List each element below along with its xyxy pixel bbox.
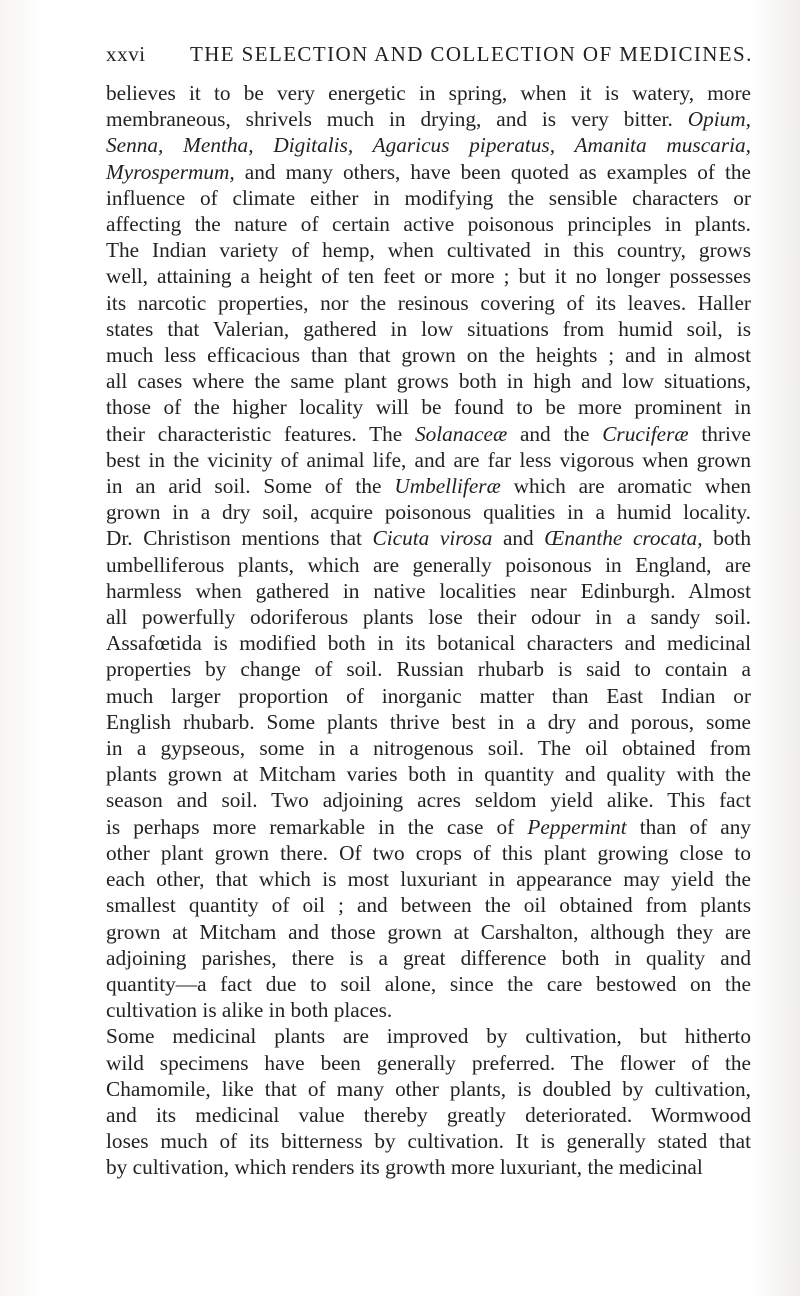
text-run: smallest quantity of oil ; and between the oil obtained from plants (106, 893, 751, 918)
text-line (106, 106, 751, 132)
text-line (106, 1102, 751, 1128)
text-run: each other, that which is most luxuriant in appearance may yield the (106, 867, 751, 892)
text-line (106, 997, 751, 1023)
text-run: thrive (688, 421, 751, 446)
text-run: umbelliferous plants, which are generally poisonous in England, are (106, 552, 751, 577)
text-run: and (492, 526, 545, 551)
text-line (106, 211, 751, 237)
text-run: is perhaps more remarkable in the case of (106, 814, 528, 839)
text-line (106, 1154, 751, 1180)
text-run: its narcotic properties, nor the resinous covering of its leaves. Haller (106, 290, 751, 315)
text-run: influence of climate either in modifying the sensible characters or (106, 185, 751, 210)
text-run: Assafœtida is modified both in its botanical characters and medicinal (106, 631, 751, 656)
text-run: well, attaining a height of ten feet or more ; but it no longer possesses (106, 264, 751, 289)
text-run: cultivation is alike in both places. (106, 998, 393, 1023)
text-line (106, 132, 751, 158)
text-line (106, 263, 751, 289)
text-line (106, 630, 751, 656)
text-run: other plant grown there. Of two crops of this plant growing close to (106, 840, 751, 865)
text-line (106, 342, 751, 368)
text-run: those of the higher locality will be found to be more prominent in (106, 395, 751, 420)
text-run: in a gypseous, some in a nitrogenous soil. The oil obtained from (106, 736, 751, 761)
text-run: all cases where the same plant grows both in high and low situations, (106, 369, 751, 394)
text-run: states that Valerian, gathered in low situations from humid soil, is (106, 316, 751, 341)
text-line (106, 761, 751, 787)
italic-text: Umbelliferæ (394, 474, 501, 499)
page-header (106, 42, 753, 76)
text-run: and its medicinal value thereby greatly deteriorated. Wormwood (106, 1102, 751, 1127)
text-run: in an arid soil. Some of the (106, 474, 395, 499)
text-line (106, 421, 751, 447)
text-line (106, 159, 751, 185)
text-line (106, 840, 751, 866)
text-run: and many others, have been quoted as examples of the (234, 159, 751, 184)
italic-text: Senna, Mentha, Digitalis, Agaricus piperatus, Amanita muscaria, (106, 133, 751, 158)
text-line (106, 316, 751, 342)
text-line (106, 552, 751, 578)
text-run: which are aromatic when (500, 474, 751, 499)
text-run: membraneous, shrivels much in drying, and is very bitter. (106, 107, 688, 132)
italic-text: Cruciferæ (602, 421, 689, 446)
text-run: all powerfully odoriferous plants lose their odour in a sandy soil. (106, 605, 751, 630)
text-line (106, 473, 751, 499)
text-line (106, 290, 751, 316)
text-line (106, 604, 751, 630)
text-line (106, 787, 751, 813)
text-line (106, 656, 751, 682)
text-line (106, 368, 751, 394)
text-run: best in the vicinity of animal life, and are far less vigorous when grown (106, 447, 751, 472)
text-run: grown at Mitcham and those grown at Carshalton, although they are (106, 919, 751, 944)
text-line (106, 971, 751, 997)
body-text (106, 80, 751, 1181)
text-line (106, 1076, 751, 1102)
text-line (106, 185, 751, 211)
text-line (106, 499, 751, 525)
text-run: The Indian variety of hemp, when cultivated in this country, grows (106, 238, 751, 263)
text-run: than of any (626, 814, 752, 839)
text-run: grown in a dry soil, acquire poisonous qualities in a humid locality. (106, 500, 751, 525)
italic-text: Myrospermum, (106, 159, 235, 184)
running-head: THE SELECTION AND COLLECTION OF MEDICINES. (190, 42, 753, 66)
text-run: quantity—a fact due to soil alone, since the care bestowed on the (106, 971, 751, 996)
text-line (106, 814, 751, 840)
text-run: properties by change of soil. Russian rhubarb is said to contain a (106, 657, 751, 682)
text-run: wild specimens have been generally preferred. The flower of the (106, 1050, 751, 1075)
text-run: harmless when gathered in native localities near Edinburgh. Almost (106, 578, 751, 603)
text-run: plants grown at Mitcham varies both in quantity and quality with the (106, 762, 751, 787)
text-line (106, 919, 751, 945)
text-line (106, 892, 751, 918)
text-run: believes it to be very energetic in spring, when it is watery, more (106, 81, 751, 105)
text-line (106, 394, 751, 420)
text-run: both (702, 526, 751, 551)
text-line (106, 578, 751, 604)
text-run: English rhubarb. Some plants thrive best in a dry and porous, some (106, 709, 751, 734)
text-line (106, 237, 751, 263)
text-line (106, 1050, 751, 1076)
text-line (106, 709, 751, 735)
text-line (106, 447, 751, 473)
text-run: affecting the nature of certain active poisonous principles in plants. (106, 212, 751, 237)
text-run: their characteristic features. The (106, 421, 415, 446)
text-run: loses much of its bitterness by cultivation. It is generally stated that (106, 1129, 751, 1154)
text-run: adjoining parishes, there is a great difference both in quality and (106, 945, 751, 970)
text-run: Some medicinal plants are improved by cultivation, but hitherto (106, 1024, 751, 1049)
text-line (106, 945, 751, 971)
text-run: by cultivation, which renders its growth more luxuriant, the medicinal (106, 1155, 703, 1180)
italic-text: Opium, (687, 107, 751, 132)
text-line (106, 683, 751, 709)
italic-text: Cicuta virosa (372, 526, 493, 551)
text-run: Chamomile, like that of many other plants, is doubled by cultivation, (106, 1076, 751, 1101)
italic-text: Solanaceæ (414, 421, 508, 446)
text-line (106, 735, 751, 761)
italic-text: Œnanthe crocata, (544, 526, 703, 551)
text-run: much less efficacious than that grown on the heights ; and in almost (106, 343, 751, 368)
page-number: xxvi (106, 42, 146, 66)
text-run: much larger proportion of inorganic matter than East Indian or (106, 683, 751, 708)
text-run: Dr. Christison mentions that (106, 526, 373, 551)
text-line (106, 866, 751, 892)
text-run: and the (507, 421, 603, 446)
text-line (106, 1128, 751, 1154)
text-line (106, 80, 751, 106)
italic-text: Peppermint (527, 814, 627, 839)
text-run: season and soil. Two adjoining acres seldom yield alike. This fact (106, 788, 751, 813)
text-line (106, 525, 751, 551)
text-line (106, 1023, 751, 1049)
